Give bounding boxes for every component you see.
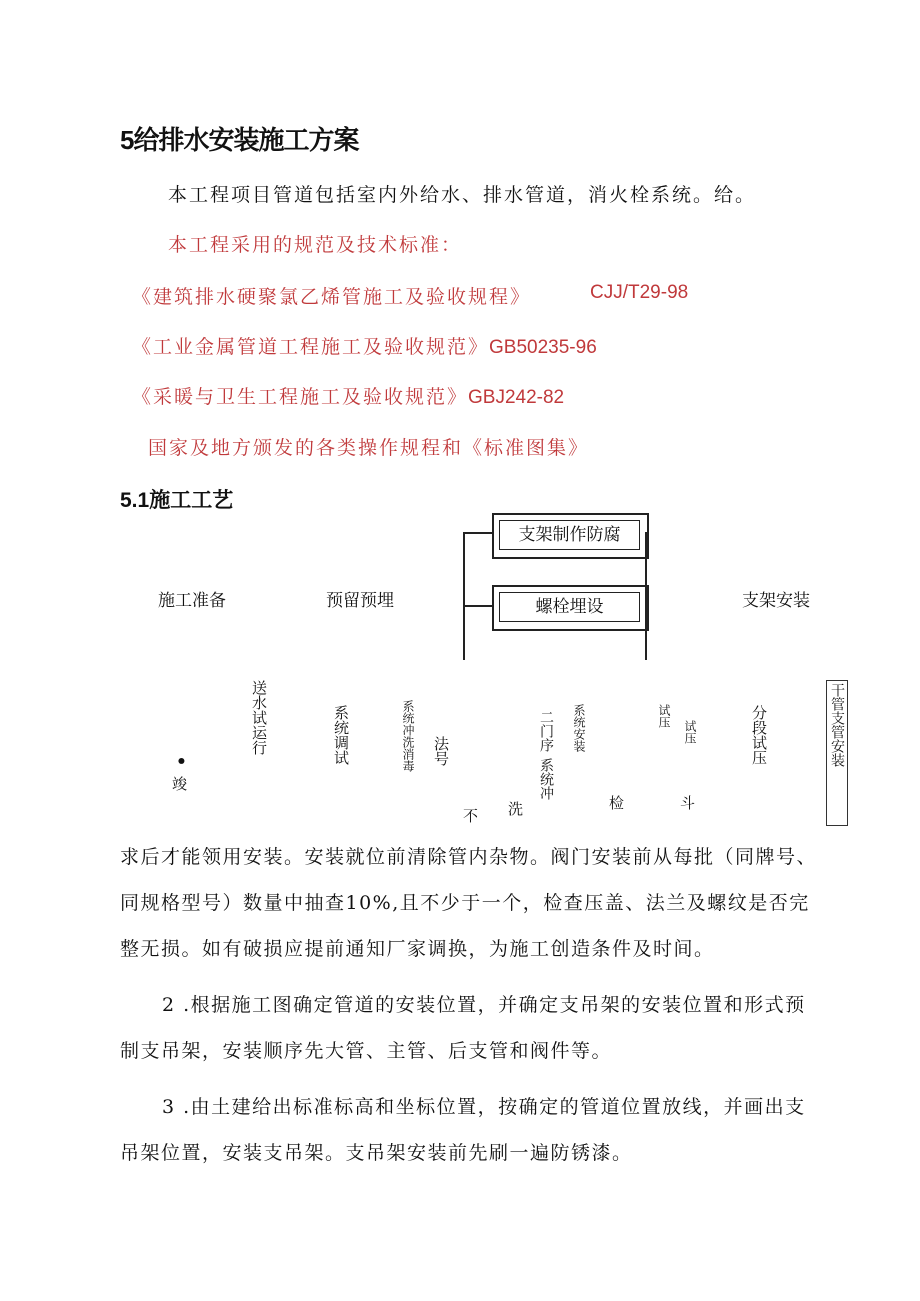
- body-paragraph-2: 2 .根据施工图确定管道的安装位置，并确定支吊架的安装位置和形式预制支吊架，安装顺序先大管、主管、后支管和阀件等。: [120, 994, 806, 1062]
- standard-item-3: [132, 382, 564, 409]
- box-bolt-embedding: 螺栓埋设: [499, 592, 640, 622]
- box-support-fabrication: 支架制作防腐: [499, 520, 640, 550]
- page-title: 5给排水安装施工方案: [120, 125, 359, 155]
- step-system-flush-disinfect: 系统冲洗消毒: [401, 700, 415, 772]
- standard-item-1: [132, 282, 531, 309]
- step-pre-embedding: 预留预埋: [326, 591, 394, 611]
- dot-mark: •: [176, 752, 187, 772]
- intro-text: 本工程项目管道包括室内外给水、排水管道，消火栓系统。给。: [168, 184, 757, 206]
- step-system-flush: 系统冲: [538, 758, 554, 800]
- step-construction-prep: 施工准备: [158, 591, 226, 611]
- box-support-outer: [492, 513, 649, 559]
- body-paragraph-1: 求后才能领用安装。安装就位前清除管内杂物。阀门安装前从每批（同牌号、同规格型号）数量中抽查10%,且不少于一个，检查压盖、法兰及螺纹是否完整无损。如有破损应提前通知厂家调换，为施工创造条件及时间。: [120, 846, 818, 960]
- step-method: 法号: [432, 736, 450, 766]
- step-main-branch-pipe-box: [826, 680, 848, 826]
- bracket-tick: [463, 605, 493, 607]
- box-bolt-outer: [492, 585, 649, 631]
- step-partial-1: 试压: [657, 704, 671, 728]
- standard-item-2: [132, 332, 597, 359]
- standards-heading: 本工程采用的规范及技术标准：: [168, 234, 463, 256]
- step-water-trial-run: 送水试运行: [250, 680, 268, 755]
- standard-code: GBJ242-82: [468, 387, 565, 408]
- body-paragraph-3: 3 .由土建给出标准标高和坐标位置，按确定的管道位置放线，并画出支吊架位置，安装支吊架。支吊架安装前先刷一遍防锈漆。: [120, 1096, 806, 1164]
- bracket-left-line: [463, 532, 465, 660]
- step-segment-pressure-test: 分段试压: [750, 705, 768, 765]
- step-system-debug: 系统调试: [332, 705, 350, 765]
- step-partial-2: 试压: [683, 720, 697, 744]
- standard-code-1: CJJ/T29-98: [590, 282, 689, 303]
- standard-name: 《工业金属管道工程施工及验收规范》: [132, 336, 490, 358]
- step-system-install: 系统安装: [572, 704, 586, 752]
- step-support-install: 支架安装: [742, 591, 810, 611]
- standard-name: 《建筑排水硬聚氯乙烯管施工及验收规程》: [132, 286, 532, 308]
- bracket-tick: [463, 532, 493, 534]
- step-order: 二门序: [538, 710, 554, 752]
- section-heading: 5.1施工工艺: [120, 489, 234, 512]
- label-jun: 竣: [172, 775, 188, 793]
- standard-name: 《采暖与卫生工程施工及验收规范》: [132, 386, 469, 408]
- label-dou: 斗: [680, 794, 696, 812]
- label-xi: 洗: [508, 800, 524, 818]
- label-jian: 检: [609, 794, 625, 812]
- standard-code: GB50235-96: [489, 337, 597, 358]
- standards-last: 国家及地方颁发的各类操作规程和《标准图集》: [148, 437, 590, 459]
- step-main-branch-pipe-install: 干管支管安装: [829, 683, 845, 767]
- label-bu: 不: [463, 807, 479, 825]
